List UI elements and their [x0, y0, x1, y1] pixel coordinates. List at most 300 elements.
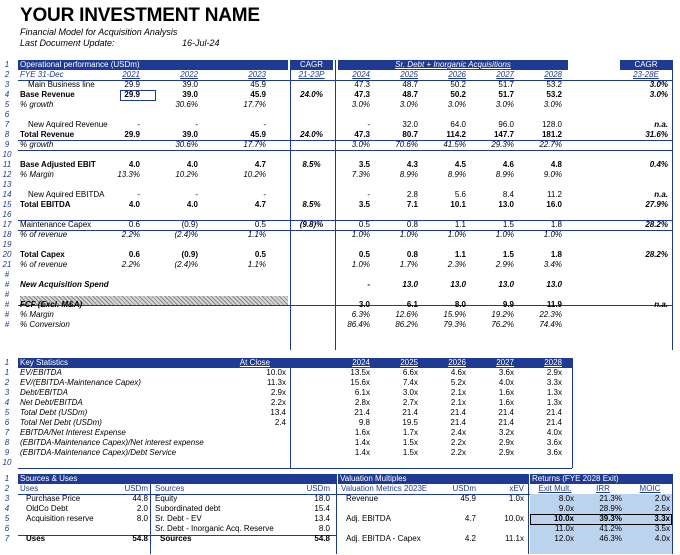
ret-moic: 2.5x — [654, 504, 670, 513]
proj-value — [476, 240, 514, 250]
ops-row — [0, 220, 680, 230]
use-label: OldCo Debt — [26, 504, 68, 513]
total-sources-value: 54.8 — [314, 534, 330, 543]
row-number: 21 — [2, 260, 12, 269]
operational-performance-table — [0, 60, 680, 350]
proj-value: 1.0% — [495, 230, 514, 239]
cagr-value — [290, 260, 333, 270]
hist-value: (2.4)% — [174, 260, 198, 269]
row-label: Total Revenue — [20, 130, 75, 139]
stat-label: (EBITDA-Maintenance Capex)/Debt Service — [20, 448, 177, 457]
cagr2-value — [620, 260, 668, 270]
stat-row — [0, 418, 680, 428]
proj-value: 51.7 — [498, 80, 514, 89]
stat-year: 2025 — [400, 358, 418, 367]
ops-row — [0, 130, 680, 140]
row-number: 14 — [2, 190, 12, 199]
proj-value: 128.0 — [541, 120, 562, 129]
proj-value: 1.8 — [550, 220, 562, 229]
stat-year: 2027 — [496, 358, 514, 367]
stat-row — [0, 458, 680, 468]
last-update — [20, 38, 260, 49]
at-close-header: At Close — [239, 358, 270, 367]
cagr-value: 8.5% — [302, 160, 321, 169]
row-label: Maintenance Capex — [20, 220, 92, 229]
hist-value: 39.0 — [182, 130, 198, 139]
row-label: Total Capex — [20, 250, 65, 259]
stat-year: 2026 — [448, 358, 466, 367]
stat-value: 3.6x — [546, 448, 562, 457]
proj-value: 3.0% — [399, 100, 418, 109]
su-row — [0, 534, 680, 544]
row-number: 3 — [4, 80, 10, 89]
proj-value: 4.6 — [502, 160, 514, 169]
row-number: 7 — [4, 428, 10, 437]
cagr2-value — [620, 290, 668, 300]
cagr2-value: n.a. — [654, 120, 668, 129]
hist-value: 4.0 — [186, 160, 198, 169]
hist-value — [226, 310, 266, 320]
proj-value: 0.5 — [358, 220, 370, 229]
ret-irr: 28.9% — [599, 504, 622, 513]
stat-label: Debt/EBITDA — [20, 388, 69, 397]
hist-value: (0.9) — [181, 220, 198, 229]
stat-close: 2.9x — [270, 388, 286, 397]
row-number: # — [4, 270, 10, 279]
year-header: 2021 — [122, 70, 140, 79]
page-title: YOUR INVESTMENT NAME — [20, 5, 260, 26]
stat-value: 21.4 — [546, 418, 562, 427]
use-value: 2.0 — [136, 504, 148, 513]
stat-value: 21.4 — [498, 418, 514, 427]
hist-value: - — [263, 190, 266, 199]
hist-value: 39.0 — [182, 90, 198, 99]
ops-row — [0, 110, 680, 120]
proj-value: 0.5 — [358, 250, 370, 259]
cagr-range: 21-23P — [298, 70, 325, 79]
cagr-value — [290, 230, 333, 240]
stat-value: 2.2x — [450, 448, 466, 457]
proj-value: 0.8 — [406, 220, 418, 229]
ret-exit: 11.0x — [555, 524, 574, 533]
cagr-value: (9.8)% — [299, 220, 324, 229]
proj-value: 3.0% — [495, 100, 514, 109]
proj-value — [428, 180, 466, 190]
cagr2-value — [620, 320, 668, 330]
stat-close: 10.0x — [266, 368, 286, 377]
uses-header: Uses — [20, 484, 39, 493]
hist-value — [100, 320, 140, 330]
hist-value — [100, 140, 140, 150]
proj-value: 1.1 — [454, 250, 466, 259]
source-value: 8.0 — [318, 524, 330, 533]
stat-label: EV/(EBITDA-Maintenance Capex) — [20, 378, 141, 387]
proj-value — [380, 210, 418, 220]
stat-close: 11.3x — [267, 378, 286, 387]
proj-value: 114.2 — [446, 130, 466, 139]
last-update-label: Last Document Update: — [20, 38, 115, 48]
proj-value: 32.0 — [402, 120, 418, 129]
hist-value — [158, 320, 198, 330]
hist-value: 2.2% — [121, 230, 140, 239]
stat-value: 4.0x — [498, 378, 514, 387]
proj-value: 0.8 — [406, 250, 418, 259]
proj-value — [428, 110, 466, 120]
stat-value: 1.6x — [354, 428, 370, 437]
stat-label: EV/EBITDA — [20, 368, 62, 377]
cagr-value: 24.0% — [300, 130, 323, 139]
ret-moic: 4.0x — [654, 534, 670, 543]
hist-value: 4.7 — [254, 200, 266, 209]
proj-value: 1.1 — [454, 220, 466, 229]
proj-value — [428, 210, 466, 220]
row-label: Total EBITDA — [20, 200, 71, 209]
sources-usdm-header: USDm — [306, 484, 330, 493]
proj-value: 1.5 — [502, 250, 514, 259]
cagr-value — [290, 110, 333, 120]
proj-value — [332, 270, 370, 280]
use-label: Purchase Price — [26, 494, 81, 503]
ret-moic: 3.5x — [654, 524, 670, 533]
stat-label — [20, 458, 280, 468]
last-update-value: 16-Jul-24 — [182, 38, 220, 48]
hist-value: 29.9 — [124, 90, 140, 99]
sources-header: Sources — [155, 484, 185, 493]
stat-close — [246, 438, 286, 448]
row-number: 9 — [4, 140, 10, 149]
stat-value — [524, 458, 562, 468]
proj-value — [476, 150, 514, 160]
row-number: 17 — [2, 220, 12, 229]
row-label: % of revenue — [20, 230, 68, 239]
hist-value — [100, 310, 140, 320]
stat-row — [0, 398, 680, 408]
hist-value: 1.1% — [247, 260, 266, 269]
cagr-value — [290, 190, 333, 200]
proj-value: 181.2 — [541, 130, 562, 139]
cagr-value — [290, 170, 333, 180]
stat-value: 3.6x — [546, 438, 562, 447]
stat-value: 1.7x — [402, 428, 418, 437]
row-number: 2 — [4, 378, 10, 387]
row-number: 7 — [4, 120, 10, 129]
stat-close: 2.2x — [270, 398, 286, 407]
valuation-title: Valuation Multiples — [340, 474, 407, 483]
hist-value — [226, 240, 266, 250]
ops-row — [0, 320, 680, 330]
proj-value: - — [367, 190, 370, 199]
cagr2-header: CAGR — [634, 60, 658, 69]
val-label: Adj. EBITDA - Capex — [346, 534, 421, 543]
proj-value: 1.0% — [447, 230, 466, 239]
cagr2-value — [620, 310, 668, 320]
ops-row — [0, 190, 680, 200]
cagr-value — [290, 280, 333, 290]
proj-year: 2024 — [352, 70, 370, 79]
hist-value — [100, 180, 140, 190]
row-label: New Aquired EBITDA — [28, 190, 105, 199]
stat-value: 13.5x — [350, 368, 370, 377]
hist-value: 29.9 — [124, 80, 140, 89]
hist-value — [226, 150, 266, 160]
ops-row — [0, 300, 680, 310]
source-label: Sr. Debt - Inorganic Acq. Reserve — [155, 524, 274, 533]
proj-value: 70.6% — [395, 140, 418, 149]
row-number: 9 — [4, 448, 10, 457]
sources-uses-title: Sources & Uses — [20, 474, 78, 483]
ret-irr: 41.2% — [599, 524, 622, 533]
proj-value: 1.8 — [550, 250, 562, 259]
proj-value: 9.9 — [502, 300, 514, 309]
hist-value — [226, 110, 266, 120]
row-number: 4 — [4, 398, 10, 407]
su-row — [0, 494, 680, 504]
hist-value — [226, 320, 266, 330]
hist-value: 45.9 — [250, 130, 266, 139]
proj-value: 8.9% — [447, 170, 466, 179]
row-number: 1 — [4, 60, 10, 69]
proj-value — [476, 180, 514, 190]
row-number: 7 — [4, 534, 10, 543]
proj-value: 2.8 — [406, 190, 418, 199]
hist-value — [226, 280, 266, 290]
stat-value: 15.6x — [350, 378, 370, 387]
hist-value — [158, 270, 198, 280]
val-xev — [486, 524, 524, 534]
total-sources-label: Sources — [160, 534, 192, 543]
proj-year: 2027 — [496, 70, 514, 79]
section-header-stats: Key Statistics — [20, 358, 69, 367]
cagr-value: 8.5% — [302, 200, 321, 209]
cagr-value — [290, 180, 333, 190]
proj-value: 13.0 — [498, 280, 514, 289]
hist-value: 4.0 — [128, 200, 140, 209]
proj-value — [428, 240, 466, 250]
proj-value: 1.0% — [351, 260, 370, 269]
cagr2-value: n.a. — [654, 190, 668, 199]
ops-row — [0, 170, 680, 180]
cagr2-value: 3.0% — [649, 80, 668, 89]
proj-value: 2.9% — [495, 260, 514, 269]
use-value — [110, 524, 148, 534]
cagr2-value: 31.6% — [645, 130, 668, 139]
stat-value: 2.9x — [546, 368, 562, 377]
row-label: % of revenue — [20, 260, 68, 269]
proj-value — [476, 110, 514, 120]
row-number: 1 — [4, 358, 10, 367]
row-number: 2 — [4, 70, 10, 79]
proj-value: 10.1 — [450, 200, 466, 209]
proj-value — [476, 290, 514, 300]
row-number: # — [4, 290, 10, 299]
proj-value: 3.5 — [358, 160, 370, 169]
ops-row — [0, 280, 680, 290]
hist-value — [158, 110, 198, 120]
hist-value: 17.7% — [243, 100, 266, 109]
cagr2-value: 27.9% — [645, 200, 668, 209]
proj-value: 13.0 — [450, 280, 466, 289]
proj-value: 86.4% — [347, 320, 370, 329]
proj-value: 147.7 — [493, 130, 514, 139]
cagr2-value: 28.2% — [645, 250, 668, 259]
hist-value — [226, 270, 266, 280]
proj-value: - — [367, 120, 370, 129]
proj-value: 50.2 — [450, 90, 466, 99]
row-number: 2 — [4, 484, 10, 493]
proj-value: 47.3 — [354, 80, 370, 89]
hist-value: 2.2% — [121, 260, 140, 269]
hist-value — [158, 310, 198, 320]
row-number: 18 — [2, 230, 12, 239]
proj-value: 3.4% — [543, 260, 562, 269]
row-number: 4 — [4, 90, 10, 99]
ops-row — [0, 270, 680, 280]
proj-value: 1.7% — [399, 260, 418, 269]
year-header: 2022 — [180, 70, 198, 79]
hist-value — [158, 240, 198, 250]
stat-close: 13.4 — [270, 408, 286, 417]
stat-value: 2.9x — [498, 448, 514, 457]
cagr2-value — [620, 110, 668, 120]
stat-value: 3.2x — [498, 428, 514, 437]
cagr-value — [290, 270, 333, 280]
hist-value — [226, 290, 266, 300]
row-number: # — [4, 320, 10, 329]
ops-row — [0, 140, 680, 150]
stat-value: 1.5x — [402, 448, 418, 457]
proj-value: 3.0% — [351, 100, 370, 109]
su-row — [0, 524, 680, 534]
proj-value: 5.6 — [454, 190, 466, 199]
proj-value — [524, 150, 562, 160]
val-xev: 10.0x — [504, 514, 524, 523]
stat-value: 21.4 — [498, 408, 514, 417]
proj-value: 3.0 — [358, 300, 370, 309]
cagr2-value — [620, 100, 668, 110]
source-value: 15.4 — [314, 504, 330, 513]
proj-value — [332, 150, 370, 160]
row-label: New Acquisition Spend — [20, 280, 109, 289]
proj-value: 1.0% — [399, 230, 418, 239]
proj-value: 8.9% — [399, 170, 418, 179]
proj-value — [428, 150, 466, 160]
proj-value: 2.3% — [447, 260, 466, 269]
row-number: 20 — [2, 250, 12, 259]
total-uses-value: 54.8 — [132, 534, 148, 543]
stat-value — [428, 458, 466, 468]
ret-irr: 46.3% — [599, 534, 622, 543]
source-label: Subordinated debt — [155, 504, 221, 513]
row-label: FCF (Excl. M&A) — [20, 300, 83, 309]
hist-value: 17.7% — [243, 140, 266, 149]
proj-value — [380, 150, 418, 160]
proj-value: 41.5% — [443, 140, 466, 149]
ret-exit: 10.0x — [553, 514, 574, 523]
stat-value: 2.2x — [450, 438, 466, 447]
hist-value: 39.0 — [182, 80, 198, 89]
cagr-value — [290, 240, 333, 250]
ops-row — [0, 260, 680, 270]
cagr-value — [290, 300, 333, 310]
hist-value — [158, 280, 198, 290]
proj-value: 74.4% — [539, 320, 562, 329]
cagr-value — [290, 140, 333, 150]
row-number: 15 — [2, 200, 12, 209]
hist-value — [100, 210, 140, 220]
proj-year: 2025 — [400, 70, 418, 79]
hist-value: - — [195, 120, 198, 129]
stat-row — [0, 368, 680, 378]
proj-value — [380, 110, 418, 120]
hist-value: 4.0 — [186, 200, 198, 209]
proj-value: 11.2 — [547, 190, 562, 199]
proj-value: 64.0 — [450, 120, 466, 129]
proj-value — [380, 270, 418, 280]
row-number: 1 — [4, 474, 10, 483]
ops-row — [0, 160, 680, 170]
row-number: # — [4, 300, 10, 309]
cagr2-value: 28.2% — [645, 220, 668, 229]
row-number: 13 — [2, 180, 12, 189]
hist-value — [100, 150, 140, 160]
row-number: 16 — [2, 210, 12, 219]
proj-value — [524, 210, 562, 220]
hist-value: 29.9 — [124, 130, 140, 139]
row-label: % Margin — [20, 310, 54, 319]
cagr-value — [290, 250, 333, 260]
cagr-value — [290, 80, 333, 90]
proj-value — [332, 110, 370, 120]
proj-value — [524, 180, 562, 190]
val-usdm-header: USDm — [452, 484, 476, 493]
ops-row — [0, 250, 680, 260]
proj-value: 48.7 — [402, 90, 418, 99]
hist-value: (2.4)% — [174, 230, 198, 239]
val-xev: 11.1x — [505, 534, 524, 543]
cagr2-value: 3.0% — [649, 90, 668, 99]
proj-value: 7.3% — [351, 170, 370, 179]
fye-label: FYE 31-Dec — [20, 70, 64, 79]
proj-value: 47.3 — [354, 90, 370, 99]
hist-value: 30.6% — [175, 100, 198, 109]
stat-value: 1.5x — [402, 438, 418, 447]
proj-value: 13.0 — [546, 280, 562, 289]
proj-year: 2026 — [448, 70, 466, 79]
ops-row — [0, 290, 680, 300]
total-uses-label: Uses — [26, 534, 46, 543]
proj-value: 4.3 — [406, 160, 418, 169]
use-label: Acquisition reserve — [26, 514, 94, 523]
hist-value: 30.6% — [175, 140, 198, 149]
ops-row — [0, 310, 680, 320]
cagr2-value — [620, 140, 668, 150]
proj-value: 53.2 — [546, 90, 562, 99]
cagr2-value — [620, 180, 668, 190]
cagr-value — [290, 100, 333, 110]
hist-value: 4.0 — [128, 160, 140, 169]
proj-value: 86.2% — [395, 320, 418, 329]
ret-exit: 9.0x — [558, 504, 574, 513]
source-label: Equity — [155, 494, 178, 503]
ret-irr: 39.3% — [599, 514, 622, 523]
proj-value: 16.0 — [546, 200, 562, 209]
proj-value: 29.3% — [491, 140, 514, 149]
stat-value: 21.4 — [402, 408, 418, 417]
proj-value — [524, 290, 562, 300]
ops-row — [0, 80, 680, 90]
val-usdm: 4.2 — [464, 534, 476, 543]
proj-value: 7.1 — [406, 200, 418, 209]
